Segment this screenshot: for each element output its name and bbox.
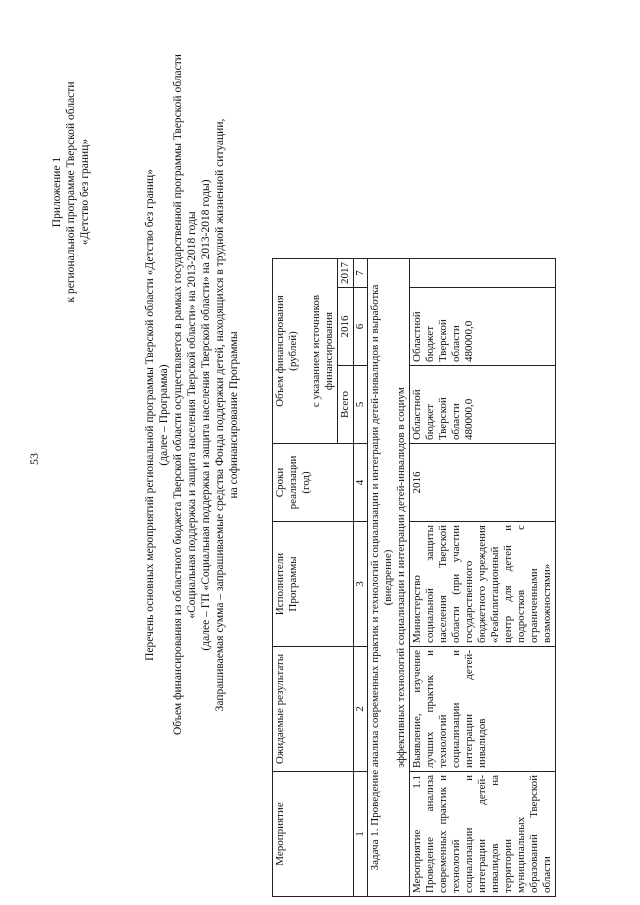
header-executors: Исполнители Программы (273, 522, 354, 647)
funding-line3: с указанием источников финансирования (310, 294, 335, 408)
title-line5: (далее – ГП «Социальная поддержка и защита населения Тверской области» на 2013-2018 годы) (200, 179, 212, 651)
col-num-4: 4 (354, 444, 368, 522)
task1-cell (368, 259, 410, 897)
row1-executors: Министерство социальной защиты населения Тверской области (при участии государственного бюджетного учреждения «Реабилитационный центр для детей и подростков с ограниченными возможностями» (410, 522, 556, 647)
header-terms: Сроки реализации (год) (273, 444, 354, 522)
col-num-2: 2 (354, 647, 368, 772)
header-results: Ожидаемые результаты (273, 647, 354, 772)
funding-line1: Объем финансирования (274, 295, 286, 407)
title-line1: Перечень основных мероприятий региональной программы Тверской области «Детство без границ» (144, 169, 156, 661)
title-line4: «Социальная поддержка и защита населения Тверской области» на 2013-2018 годы (186, 211, 198, 619)
header-total: Всего (338, 366, 354, 444)
header-2016: 2016 (338, 288, 354, 366)
document-title (143, 54, 241, 735)
task1-row (368, 259, 410, 897)
appendix-line1: Приложение 1 (51, 156, 63, 228)
col-num-3: 3 (354, 522, 368, 647)
row1-term: 2016 (410, 444, 556, 522)
col-num-6: 6 (354, 288, 368, 366)
header-row (273, 259, 338, 897)
header-activity: Мероприятие (273, 772, 354, 897)
row1-activity: Мероприятие 1.1 Проведение анализа современных практик и технологий социализации и интеграции детей-инвалидов на территории муниципальных образований Тверской области (410, 772, 556, 897)
appendix-block (50, 62, 92, 322)
col-num-5: 5 (354, 366, 368, 444)
activities-table (272, 258, 556, 897)
col-num-7: 7 (354, 259, 368, 288)
row1-total: Областной бюджет Тверской области 480000,0 (410, 366, 556, 444)
row1-results: Выявление, изучение лучших практик и технологий социализации и интеграции детей-инвалидов (410, 647, 556, 772)
table-row (410, 259, 556, 897)
title-line3: Объем финансирования из областного бюджета Тверской области осуществляется в рамках государственной программы Тверской области (172, 54, 184, 735)
appendix-line3: «Детство без границ» (79, 138, 91, 246)
row1-2016: Областной бюджет Тверской области 480000,0 (410, 288, 556, 366)
page-number: 53 (27, 453, 41, 465)
funding-line2: (рублей) (287, 331, 299, 371)
title-line7: на софинансирование Программы (228, 331, 240, 499)
row1-2017 (410, 259, 556, 288)
header-funding (273, 259, 338, 444)
column-numbers-row (354, 259, 368, 897)
title-line6: Запрашиваемая сумма – запрашиваемые средства Фонда поддержки детей, находящихся в трудной жизненной ситуации, (214, 118, 226, 712)
col-num-1: 1 (354, 772, 368, 897)
title-line2: (далее – Программа) (158, 364, 170, 466)
task1-line1: Задача 1. Проведение анализа современных практик и технологий социализации и интеграции детей-инвалидов и выработка (внедрение) (369, 284, 394, 871)
appendix-line2: к региональной программе Тверской области (65, 81, 77, 303)
header-2017: 2017 (338, 259, 354, 288)
task1-line2: эффективных технологий социализации и интеграции детей-инвалидов в социум (395, 387, 407, 768)
